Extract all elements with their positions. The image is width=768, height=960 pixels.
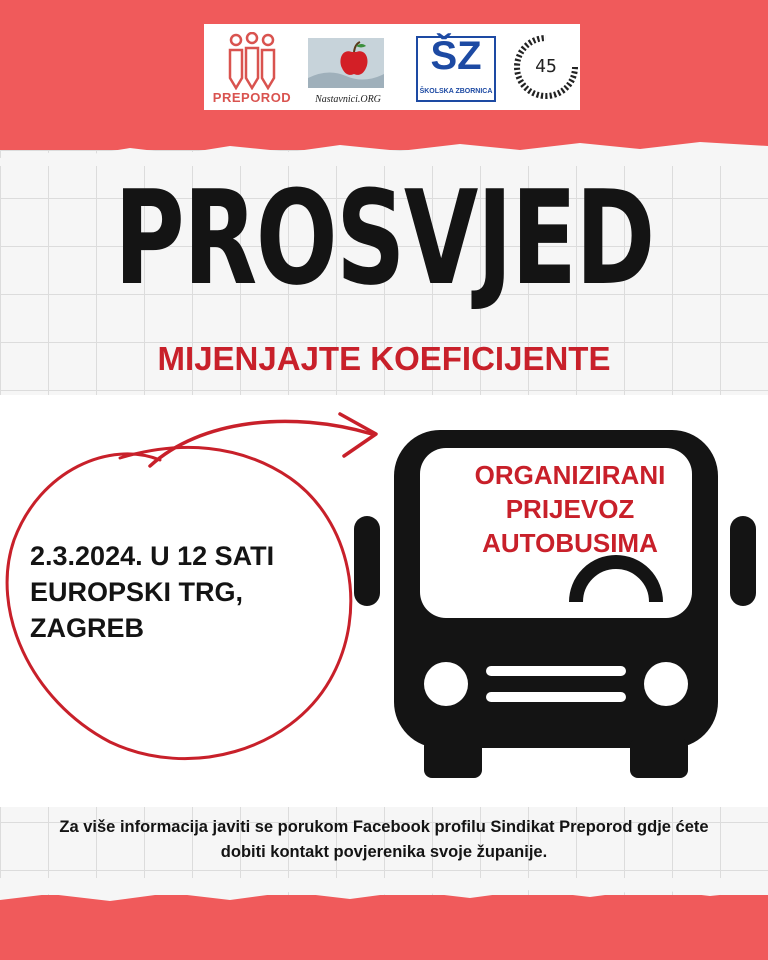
nastavnici-logo-text: Nastavnici.ORG — [315, 94, 381, 105]
logo-strip — [204, 24, 580, 110]
bus-line-1: ORGANIZIRANI — [474, 460, 666, 490]
skolska-zbornica-logo — [416, 24, 496, 110]
event-city: ZAGREB — [30, 613, 144, 643]
nastavnici-logo — [308, 24, 384, 110]
bus-line-3: AUTOBUSIMA — [482, 528, 658, 558]
event-details — [30, 538, 274, 646]
preporod-logo — [204, 24, 300, 110]
timer-logo — [512, 24, 580, 110]
event-date-time: 2.3.2024. U 12 SATI — [30, 541, 275, 571]
bus-transport-text — [420, 458, 720, 560]
apple-icon — [340, 51, 367, 75]
arrow-icon — [150, 421, 372, 466]
torn-edge-bottom — [0, 878, 768, 908]
preporod-logo-text: PREPOROD — [212, 90, 292, 105]
page-subtitle: MIJENJAJTE KOEFICIJENTE — [157, 340, 611, 377]
info-text: Za više informacija javiti se porukom Facebook profilu Sindikat Preporod gdje ćete dobiti kontakt povjerenika svoje županije. — [59, 818, 709, 861]
timer-text: 45 — [535, 56, 557, 77]
page-title: PROSVJED — [114, 162, 654, 314]
sz-logo-text: ŠKOLSKA ZBORNICA — [419, 88, 493, 95]
preporod-logo-icon — [224, 32, 280, 90]
event-location: EUROPSKI TRG, — [30, 577, 244, 607]
sz-mark: ŠZ — [430, 34, 482, 78]
bus-line-2: PRIJEVOZ — [505, 494, 635, 524]
nastavnici-logo-image — [308, 38, 384, 88]
